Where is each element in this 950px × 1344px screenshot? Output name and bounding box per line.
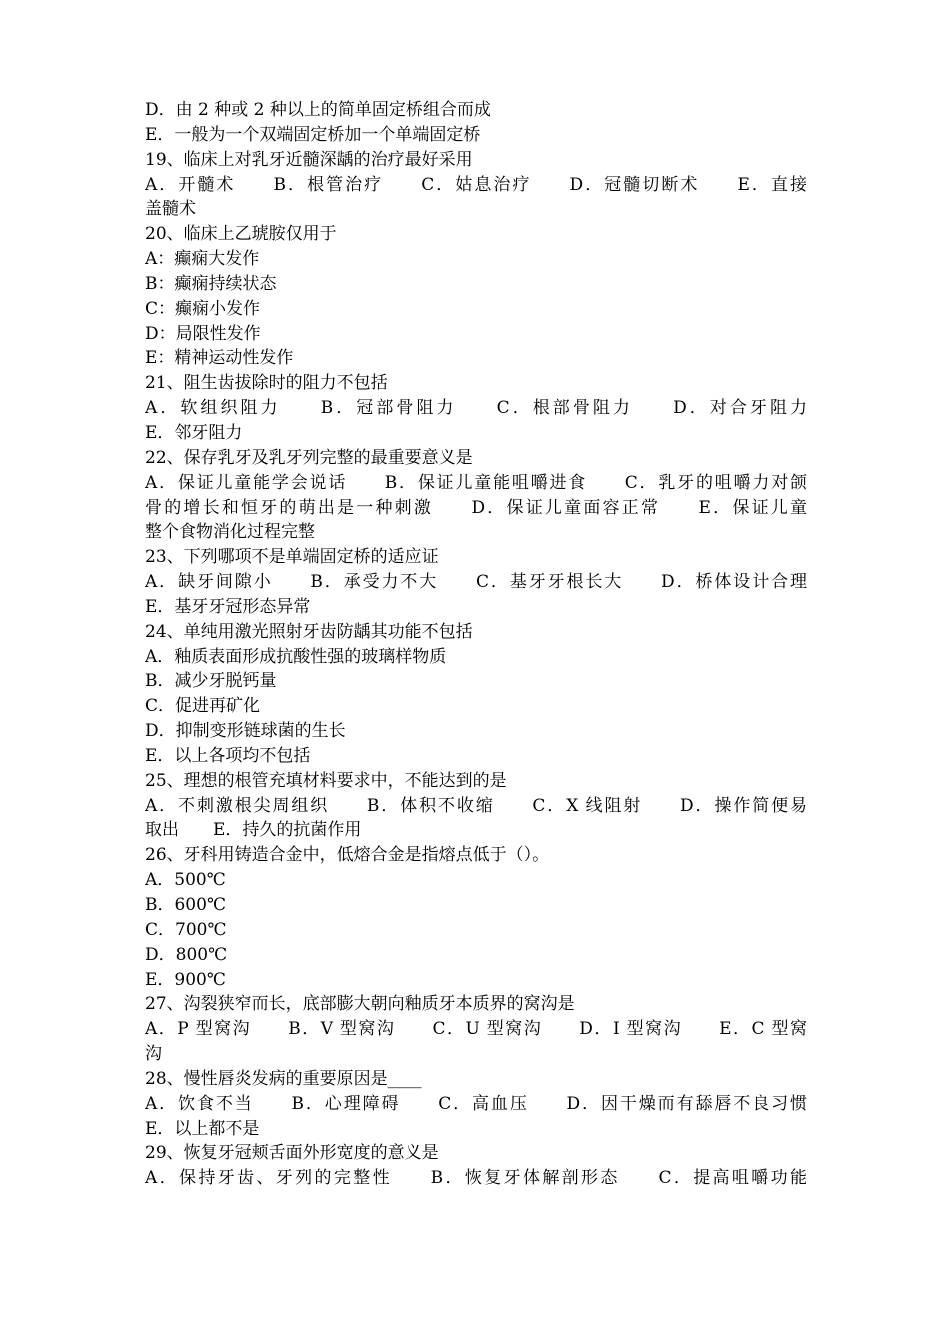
option-line: C：癫痫小发作: [145, 298, 261, 319]
document-page: [145, 98, 807, 1191]
question-23: 23、下列哪项不是单端固定桥的适应证: [145, 547, 439, 568]
question-26: 26、牙科用铸造合金中，低熔合金是指熔点低于（）。: [145, 845, 550, 866]
question-21-options: A．软组织阻力 B．冠部骨阻力 C．根部骨阻力 D．对合牙阻力: [145, 398, 807, 419]
option-line: C．促进再矿化: [145, 696, 261, 717]
option-line: C．700℃: [145, 919, 227, 940]
option-line: A．釉质表面形成抗酸性强的玻璃样物质: [145, 646, 447, 667]
question-23-options: A．缺牙间隙小 B．承受力不大 C．基牙牙根长大 D．桥体设计合理: [145, 572, 807, 593]
question-19-options: A．开髓术 B．根管治疗 C．姑息治疗 D．冠髓切断术 E．直接: [145, 174, 807, 195]
option-line: D．抑制变形链球菌的生长: [145, 721, 346, 742]
question-23-options-cont: E．基牙牙冠形态异常: [145, 596, 311, 617]
question-22-options-cont: 整个食物消化过程完整: [145, 522, 315, 543]
option-line: A：癫痫大发作: [145, 249, 260, 270]
option-line: B：癫痫持续状态: [145, 273, 277, 294]
question-25-options-cont: 取出 E．持久的抗菌作用: [145, 820, 362, 841]
question-29-options: A．保持牙齿、牙列的完整性 B．恢复牙体解剖形态 C．提高咀嚼功能: [145, 1168, 807, 1189]
question-28-options: A．饮食不当 B．心理障碍 C．高血压 D．因干燥而有舔唇不良习惯: [145, 1093, 807, 1114]
question-25-options: A．不刺激根尖周组织 B．体积不收缩 C．X 线阻射 D．操作简便易: [145, 795, 807, 816]
option-line: E．以上各项均不包括: [145, 745, 311, 766]
question-21: 21、阻生齿拔除时的阻力不包括: [145, 373, 388, 394]
question-20: 20、临床上乙琥胺仅用于: [145, 224, 337, 245]
question-29: 29、恢复牙冠颊舌面外形宽度的意义是: [145, 1143, 439, 1164]
question-27: 27、沟裂狭窄而长，底部膨大朝向釉质牙本质界的窝沟是: [145, 994, 575, 1015]
option-line: A．500℃: [145, 870, 226, 891]
question-22-options: A．保证儿童能学会说话 B．保证儿童能咀嚼进食 C．乳牙的咀嚼力对颌: [145, 472, 807, 493]
option-line: D．800℃: [145, 944, 228, 965]
option-line: E．900℃: [145, 969, 226, 990]
question-24: 24、单纯用激光照射牙齿防龋其功能不包括: [145, 621, 473, 642]
question-25: 25、理想的根管充填材料要求中，不能达到的是: [145, 770, 507, 791]
question-28-options-cont: E．以上都不是: [145, 1118, 260, 1139]
option-line: D：局限性发作: [145, 323, 261, 344]
option-line: E：精神运动性发作: [145, 348, 294, 369]
question-22-options-cont: 骨的增长和恒牙的萌出是一种刺激 D．保证儿童面容正常 E．保证儿童: [145, 497, 807, 518]
option-line: B．600℃: [145, 895, 226, 915]
option-line: B．减少牙脱钙量: [145, 671, 277, 692]
question-28: 28、慢性唇炎发病的重要原因是____: [145, 1068, 422, 1089]
question-27-options: A．P 型窝沟 B．V 型窝沟 C．U 型窝沟 D．I 型窝沟 E．C 型窝: [145, 1019, 807, 1040]
question-21-options-cont: E．邻牙阻力: [145, 422, 243, 443]
question-19: 19、临床上对乳牙近髓深龋的治疗最好采用: [145, 149, 473, 170]
question-27-options-cont: 沟: [145, 1044, 162, 1065]
question-22: 22、保存乳牙及乳牙列完整的最重要意义是: [145, 447, 473, 468]
text-line: D．由 2 种或 2 种以上的简单固定桥组合而成: [145, 100, 491, 120]
text-line: E．一般为一个双端固定桥加一个单端固定桥: [145, 124, 481, 145]
question-19-options-cont: 盖髓术: [145, 199, 196, 220]
